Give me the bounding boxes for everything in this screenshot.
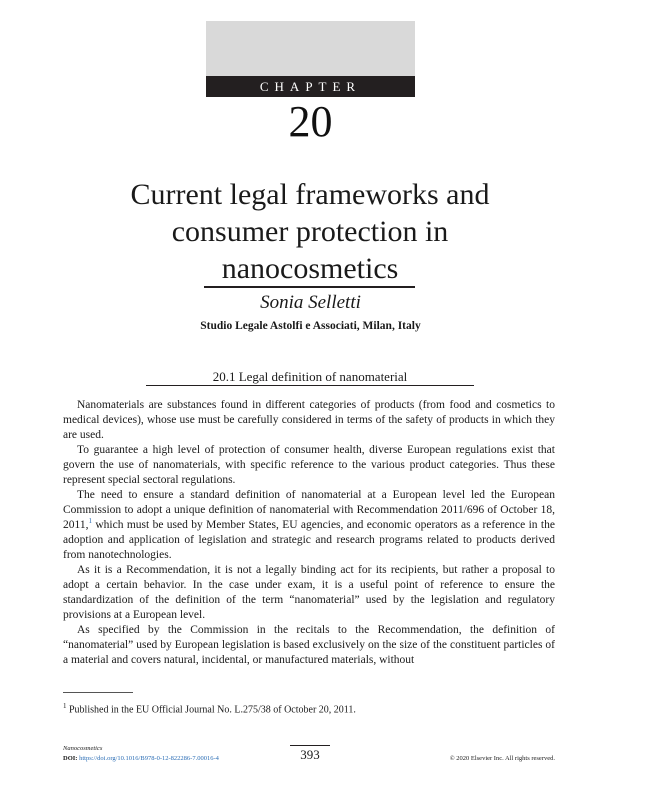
author-name: Sonia Selletti (260, 292, 361, 313)
section-underline (146, 385, 474, 386)
paragraph-4: As it is a Recommendation, it is not a legally binding act for its recipients, but rather a proposal to adopt a certain behavior. In the case under exam, it is a useful point of reference to ensure the standardization of the definition of the term “nanomaterial” used by the legislation and regulatory provisions at a European level. (63, 564, 555, 621)
title-line-1: Current legal frameworks and (130, 178, 490, 211)
footer-doi (63, 754, 219, 763)
page-number-rule (290, 745, 330, 746)
chapter-label: CHAPTER (206, 76, 415, 97)
footnote-ref-1[interactable]: 1 (88, 517, 92, 526)
paragraph-3 (63, 488, 555, 563)
body-text (63, 398, 555, 668)
section-heading: 20.1 Legal definition of nanomaterial (212, 369, 408, 384)
paragraph-2: To guarantee a high level of protection of consumer health, diverse European regulations exist that govern the use of nanomaterials, with specific reference to the various product categories. Thus these represent special sectoral regulations. (63, 444, 555, 486)
footnote (63, 699, 555, 717)
paragraph-3-text-b: which must be used by Member States, EU agencies, and economic operators as a reference in the adoption and application of legislation and strategic and research programs related to products derived from nanotechnologies. (63, 519, 555, 561)
title-line-3: nanocosmetics (221, 252, 399, 285)
footnote-divider (63, 692, 133, 693)
copyright-notice: © 2020 Elsevier Inc. All rights reserved. (449, 755, 555, 762)
footnote-marker: 1 (63, 702, 67, 710)
doi-link[interactable]: https://doi.org/10.1016/B978-0-12-822286-7.00016-4 (77, 755, 219, 762)
footnote-text: Published in the EU Official Journal No. L.275/38 of October 20, 2011. (66, 704, 356, 716)
paragraph-5: As specified by the Commission in the recitals to the Recommendation, the definition of “nanomaterial” used by European legislation is based exclusively on the size of the constituent particles of a material and covers natural, incidental, or manufactured materials, without (63, 624, 555, 666)
doi-label: DOI: (63, 755, 78, 762)
title-underline (204, 286, 415, 288)
chapter-title (60, 176, 560, 287)
chapter-number: 20 (288, 97, 333, 146)
title-line-2: consumer protection in (171, 215, 449, 248)
author-affiliation: Studio Legale Astolfi e Associati, Milan, Italy (200, 320, 421, 332)
page-number: 393 (300, 747, 320, 762)
paragraph-3-text-a: The need to ensure a standard definition of nanomaterial at a European level led the European Commission to adopt a unique definition of nanomaterial with Recommendation 2011/696 of October 18, 2011, (63, 489, 555, 531)
paragraph-1: Nanomaterials are substances found in different categories of products (from food and cosmetics to medical devices), whose use must be carefully considered in terms of the safety of products in which they are used. (63, 399, 555, 441)
footer-journal-title: Nanocosmetics (63, 745, 103, 752)
